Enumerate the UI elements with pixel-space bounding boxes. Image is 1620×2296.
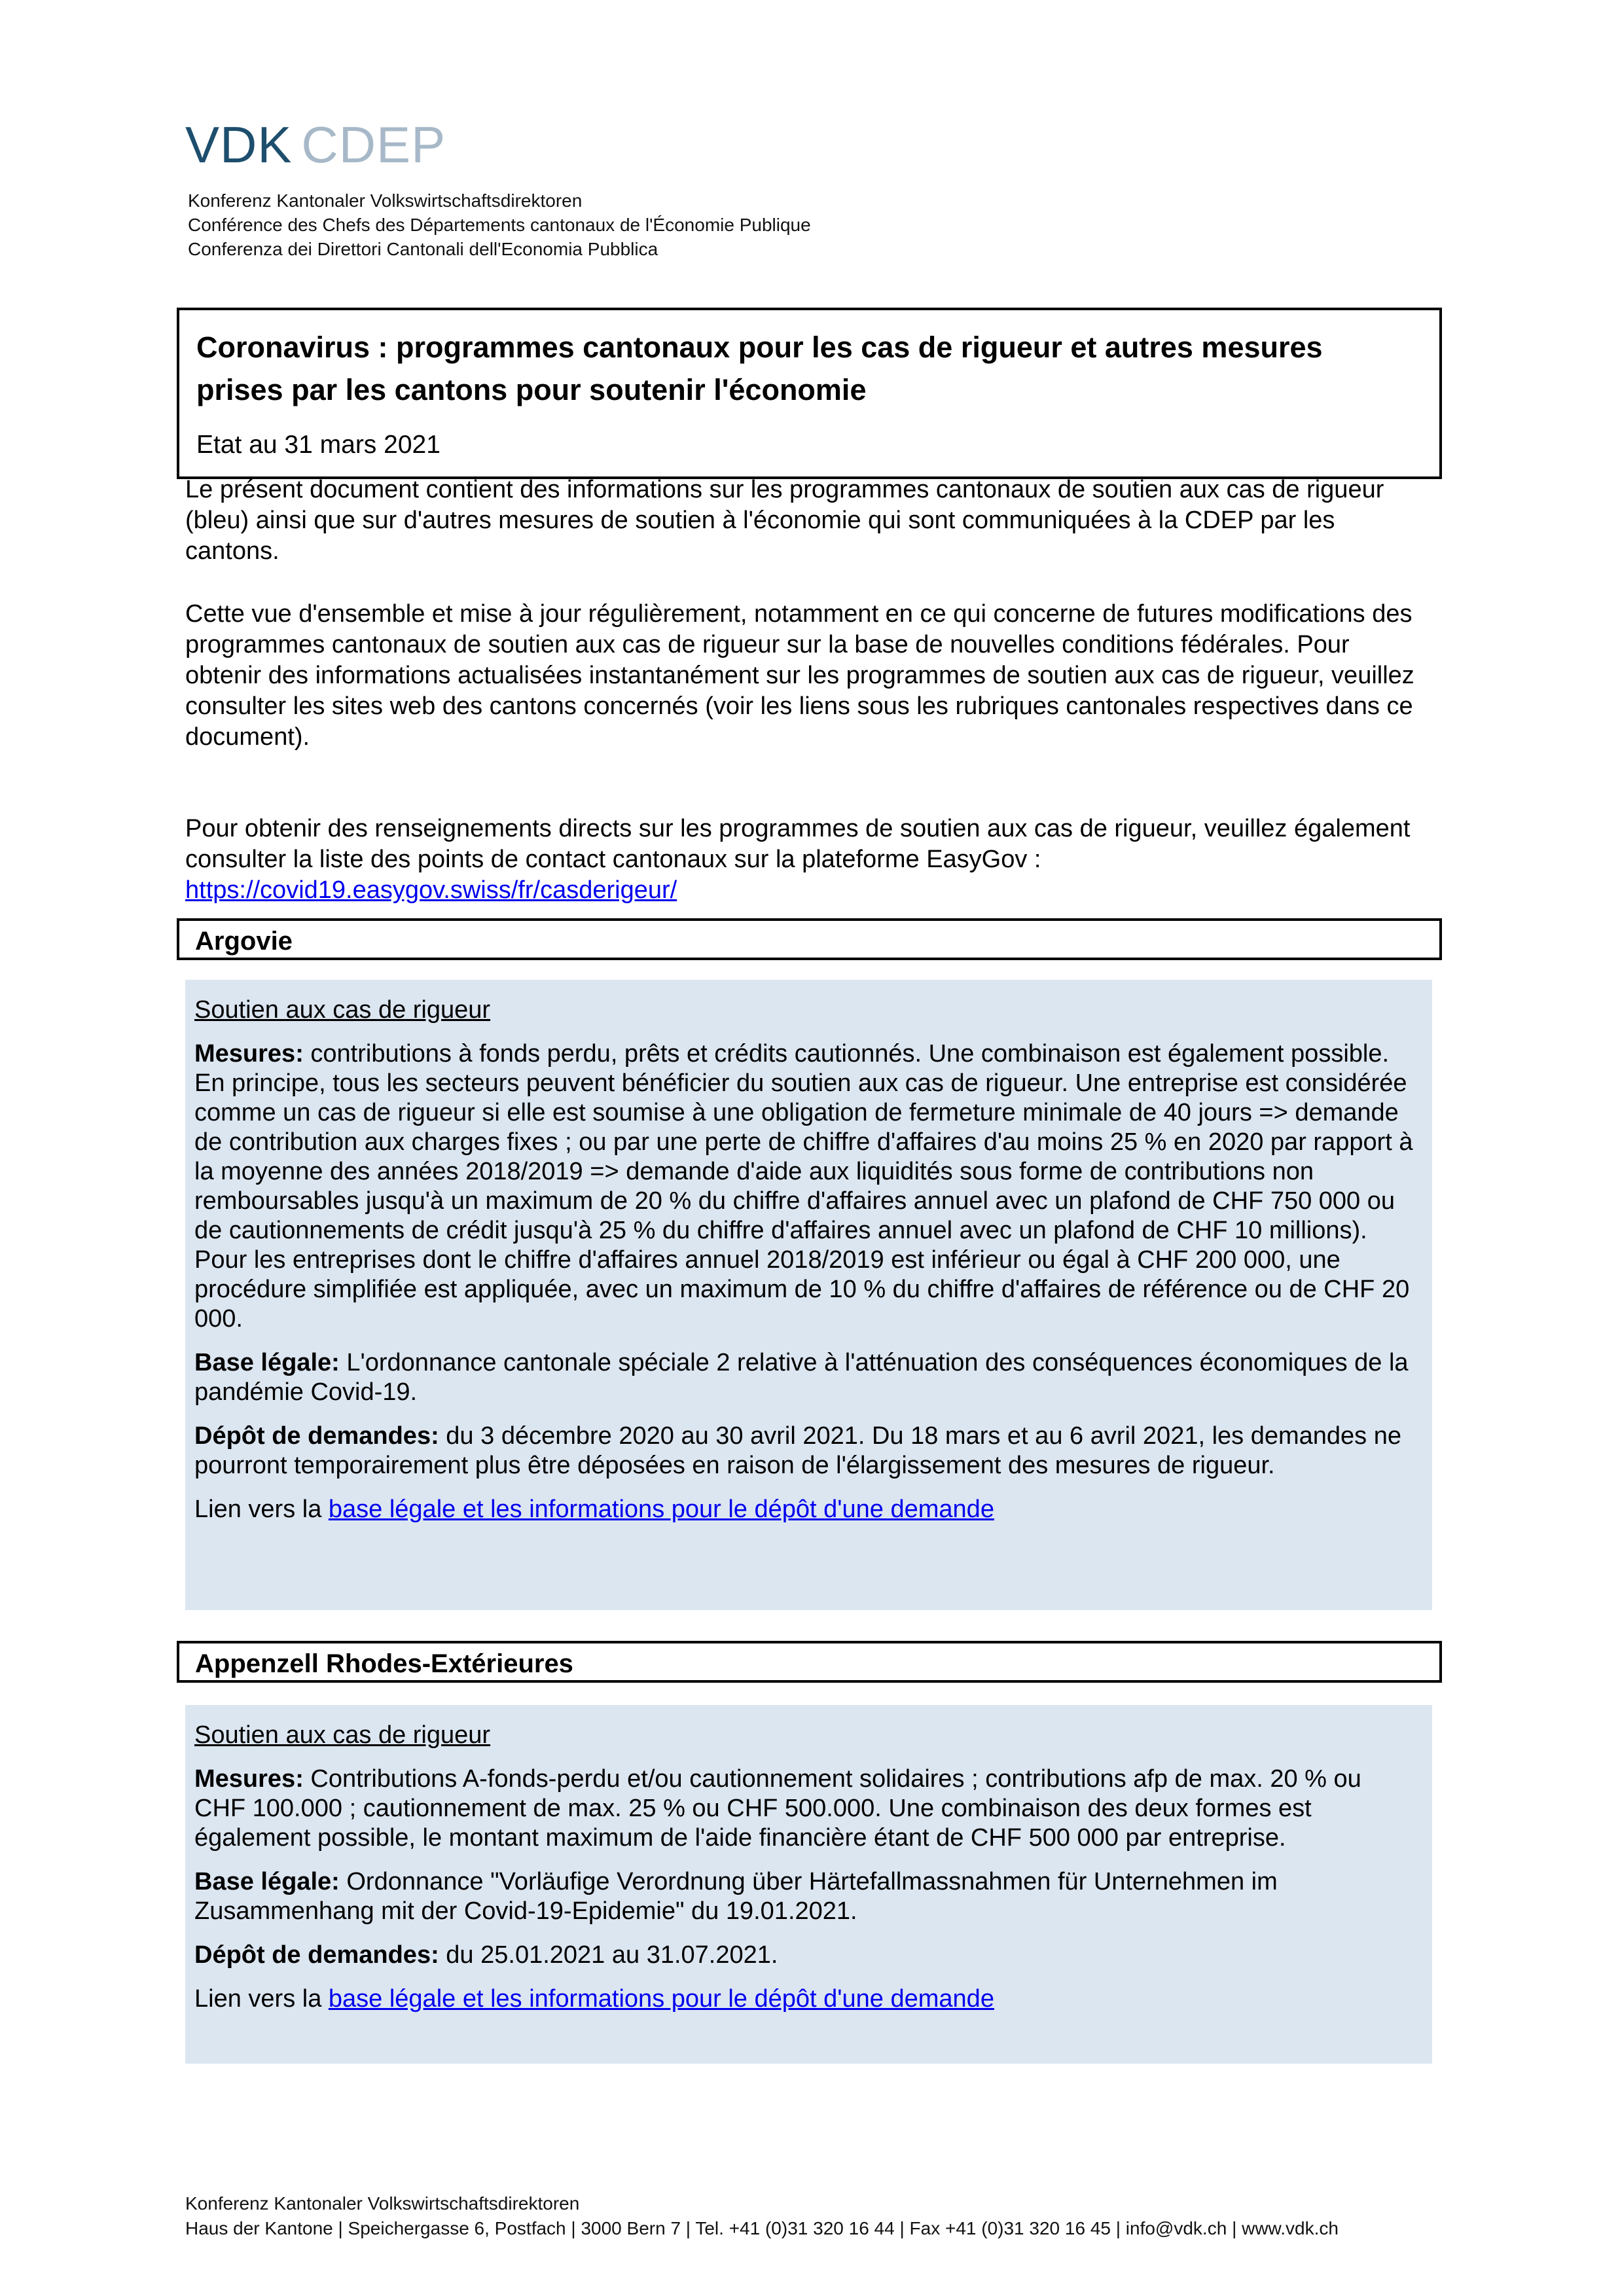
document-title-box xyxy=(177,308,1442,479)
easygov-url-link[interactable]: https://covid19.easygov.swiss/fr/casderigeur/ xyxy=(185,876,677,904)
legal-basis-paragraph xyxy=(194,1867,1416,1926)
document-status-date: Etat au 31 mars 2021 xyxy=(196,431,441,459)
measures-label: Mesures: xyxy=(194,1040,304,1067)
org-name-italian: Conferenza dei Direttori Cantonali dell'Economia Pubblica xyxy=(188,239,658,259)
measures-paragraph xyxy=(194,1039,1416,1334)
link-paragraph xyxy=(194,1495,1416,1524)
footer-contact-info: Haus der Kantone | Speichergasse 6, Postfach | 3000 Bern 7 | Tel. +41 (0)31 320 16 44 | Fax +41 (0)31 320 16 45 | info@vdk.ch | www.vdk.ch xyxy=(185,2218,1339,2238)
measures-label: Mesures: xyxy=(194,1765,304,1793)
measures-paragraph xyxy=(194,1765,1416,1853)
intro-paragraph-3-text: Pour obtenir des renseignements directs sur les programmes de soutien aux cas de rigueur, veuillez également consulter la liste des points de contact cantonaux sur la plateforme EasyGov : xyxy=(185,815,1411,873)
filing-text: du 3 décembre 2020 au 30 avril 2021. Du 18 mars et au 6 avril 2021, les demandes ne pourront temporairement plus être déposées en raison de l'élargissement des mesures de rigueur. xyxy=(194,1422,1401,1479)
page-footer xyxy=(185,2191,1462,2241)
legal-basis-filing-link[interactable]: base légale et les informations pour le dépôt d'une demande xyxy=(328,1985,994,2013)
hardship-box-argovie xyxy=(185,980,1432,1610)
logo-cdep-text: CDEP xyxy=(301,116,446,173)
vdk-cdep-logo xyxy=(185,116,446,173)
document-title-line2: prises par les cantons pour soutenir l'économie xyxy=(196,373,867,406)
hardship-box-appenzell xyxy=(185,1705,1432,2064)
filing-paragraph xyxy=(194,1941,1416,1970)
filing-paragraph xyxy=(194,1422,1416,1480)
organization-names xyxy=(188,188,811,261)
legal-basis-filing-link[interactable]: base légale et les informations pour le dépôt d'une demande xyxy=(328,1496,994,1523)
link-prefix: Lien vers la xyxy=(194,1496,329,1523)
legal-basis-label: Base légale: xyxy=(194,1349,340,1376)
hardship-subtitle: Soutien aux cas de rigueur xyxy=(194,996,491,1024)
logo-vdk-text: VDK xyxy=(185,116,293,173)
org-name-german: Konferenz Kantonaler Volkswirtschaftsdirektoren xyxy=(188,190,583,211)
measures-text: contributions à fonds perdu, prêts et crédits cautionnés. Une combinaison est également possible. En principe, tous les secteurs peuvent bénéficier du soutien aux cas de rigueur. Une entreprise est considérée comme un cas de rigueur si elle est soumise à une obligation de fermeture minimale de 40 jours => demande de contribution aux charges fixes ; ou par une perte de chiffre d'affaires d'au moins 25 % en 2020 par rapport à la moyenne des années 2018/2019 => demande d'aide aux liquidités sous forme de contributions non remboursables jusqu'à un maximum de 20 % du chiffre d'affaires annuel avec un plafond de CHF 750 000 ou de cautionnements de crédit jusqu'à 25 % du chiffre d'affaires annuel avec un plafond de CHF 10 millions). Pour les entreprises dont le chiffre d'affaires annuel 2018/2019 est inférieur ou égal à CHF 200 000, une procédure simplifiée est appliquée, avec un maximum de 10 % du chiffre d'affaires de référence ou de CHF 20 000. xyxy=(194,1040,1413,1333)
section-title: Argovie xyxy=(195,927,293,956)
legal-basis-text: Ordonnance "Vorläufige Verordnung über Härtefallmassnahmen für Unternehmen im Zusammenhang mit der Covid-19-Epidemie" du 19.01.2021. xyxy=(194,1868,1278,1925)
org-name-french: Conférence des Chefs des Départements cantonaux de l'Économie Publique xyxy=(188,215,811,235)
legal-basis-paragraph xyxy=(194,1348,1416,1407)
section-title: Appenzell Rhodes-Extérieures xyxy=(195,1649,573,1678)
legal-basis-text: L'ordonnance cantonale spéciale 2 relative à l'atténuation des conséquences économiques de la pandémie Covid-19. xyxy=(194,1349,1409,1406)
intro-paragraph-3 xyxy=(185,814,1432,906)
section-header-argovie xyxy=(177,918,1442,960)
link-prefix: Lien vers la xyxy=(194,1985,329,2013)
document-title-line1: Coronavirus : programmes cantonaux pour les cas de rigueur et autres mesures xyxy=(196,331,1323,364)
link-paragraph xyxy=(194,1984,1416,2014)
hardship-subtitle: Soutien aux cas de rigueur xyxy=(194,1721,491,1749)
measures-text: Contributions A-fonds-perdu et/ou cautionnement solidaires ; contributions afp de max. 20 % ou CHF 100.000 ; cautionnement de max. 25 % ou CHF 500.000. Une combinaison des deux formes est également possible, le montant maximum de l'aide financière étant de CHF 500 000 par entreprise. xyxy=(194,1765,1361,1852)
filing-text: du 25.01.2021 au 31.07.2021. xyxy=(446,1941,778,1969)
section-header-appenzell xyxy=(177,1641,1442,1683)
intro-paragraph-2: Cette vue d'ensemble et mise à jour régulièrement, notamment en ce qui concerne de futures modifications des programmes cantonaux de soutien aux cas de rigueur sur la base de nouvelles conditions fédérales. Pour obtenir des informations actualisées instantanément sur les programmes de soutien aux cas de rigueur, veuillez consulter les sites web des cantons concernés (voir les liens sous les rubriques cantonales respectives dans ce document). xyxy=(185,600,1414,751)
filing-label: Dépôt de demandes: xyxy=(194,1422,439,1450)
intro-paragraph-1: Le présent document contient des informations sur les programmes cantonaux de soutien aux cas de rigueur (bleu) ainsi que sur d'autres mesures de soutien à l'économie qui sont communiquées à la CDEP par les cantons. xyxy=(185,476,1384,565)
footer-org-name: Konferenz Kantonaler Volkswirtschaftsdirektoren xyxy=(185,2193,580,2214)
filing-label: Dépôt de demandes: xyxy=(194,1941,439,1969)
legal-basis-label: Base légale: xyxy=(194,1868,340,1895)
